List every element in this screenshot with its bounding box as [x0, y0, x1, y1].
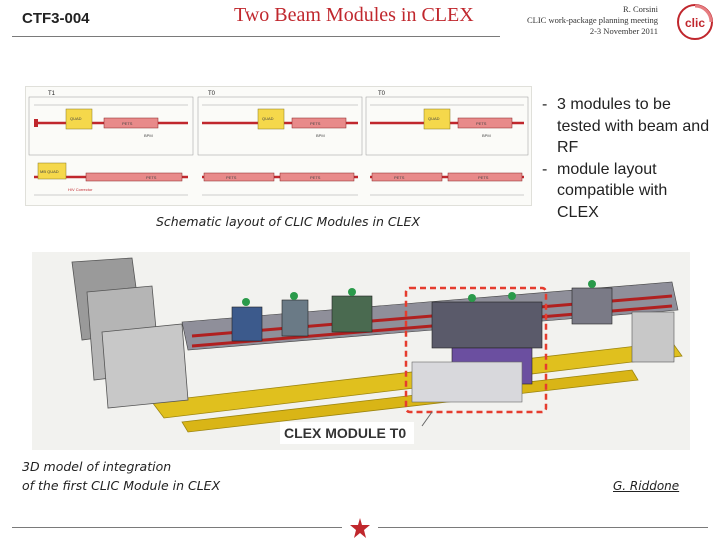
meeting-name: CLIC work-package planning meeting: [526, 15, 658, 25]
element-label: PETS: [122, 121, 133, 126]
element-label: PETS: [310, 175, 321, 180]
element-label: PETS: [146, 175, 157, 180]
model-caption-line: of the first CLIC Module in CLEX: [22, 478, 221, 493]
meeting-date: 2-3 November 2011: [589, 26, 658, 36]
bullet-item: [540, 159, 712, 224]
footer-rule-left: [12, 527, 342, 528]
module-t0-a: [198, 91, 362, 181]
bullet-text: module layout compatible with CLEX: [557, 160, 668, 221]
bullet-text: 3 modules to be tested with beam and RF: [557, 96, 710, 156]
module-label-t0: T0: [208, 91, 216, 97]
schematic-caption: Schematic layout of CLIC Modules in CLEX: [156, 214, 421, 229]
element-label: PETS: [478, 175, 489, 180]
slide-title: Two Beam Modules in CLEX: [234, 4, 474, 26]
document-tag: CTF3-004: [22, 10, 90, 27]
module-label-t1: T1: [48, 91, 56, 97]
module-t1: [29, 91, 193, 192]
element-label: MB QUAD: [40, 169, 59, 174]
element-label: PETS: [476, 121, 487, 126]
footer-star-icon: [348, 516, 372, 540]
element-label: QUAD: [70, 116, 82, 121]
3d-model-image: [32, 252, 690, 450]
element-label: BPM: [482, 133, 491, 138]
bullet-list: [540, 94, 712, 223]
module-label-t0: T0: [378, 91, 386, 97]
meeting-info: [505, 4, 658, 37]
bullet-item: [540, 94, 712, 159]
bullet-dash: -: [542, 96, 548, 113]
header-rule: [12, 36, 500, 37]
element-label: BPM: [316, 133, 325, 138]
element-label: QUAD: [428, 116, 440, 121]
element-label: PETS: [394, 175, 405, 180]
schematic-layout-diagram: [25, 86, 532, 206]
corrector-label: H/V Corrector: [68, 187, 93, 192]
model-caption-line: 3D model of integration: [22, 459, 172, 474]
element-label: PETS: [310, 121, 321, 126]
bullet-dash: -: [542, 160, 548, 178]
module-t0-b: [366, 91, 528, 181]
element-label: QUAD: [262, 116, 274, 121]
element-label: BPM: [144, 133, 153, 138]
element-label: PETS: [226, 175, 237, 180]
model-caption: [22, 457, 220, 495]
footer-rule-right: [378, 527, 708, 528]
logo-text: clic: [684, 16, 706, 30]
clic-logo: [676, 3, 714, 41]
callout-label: CLEX MODULE T0: [284, 425, 407, 441]
author-credit: G. Riddone: [613, 479, 680, 493]
meeting-author: R. Corsini: [623, 4, 658, 14]
